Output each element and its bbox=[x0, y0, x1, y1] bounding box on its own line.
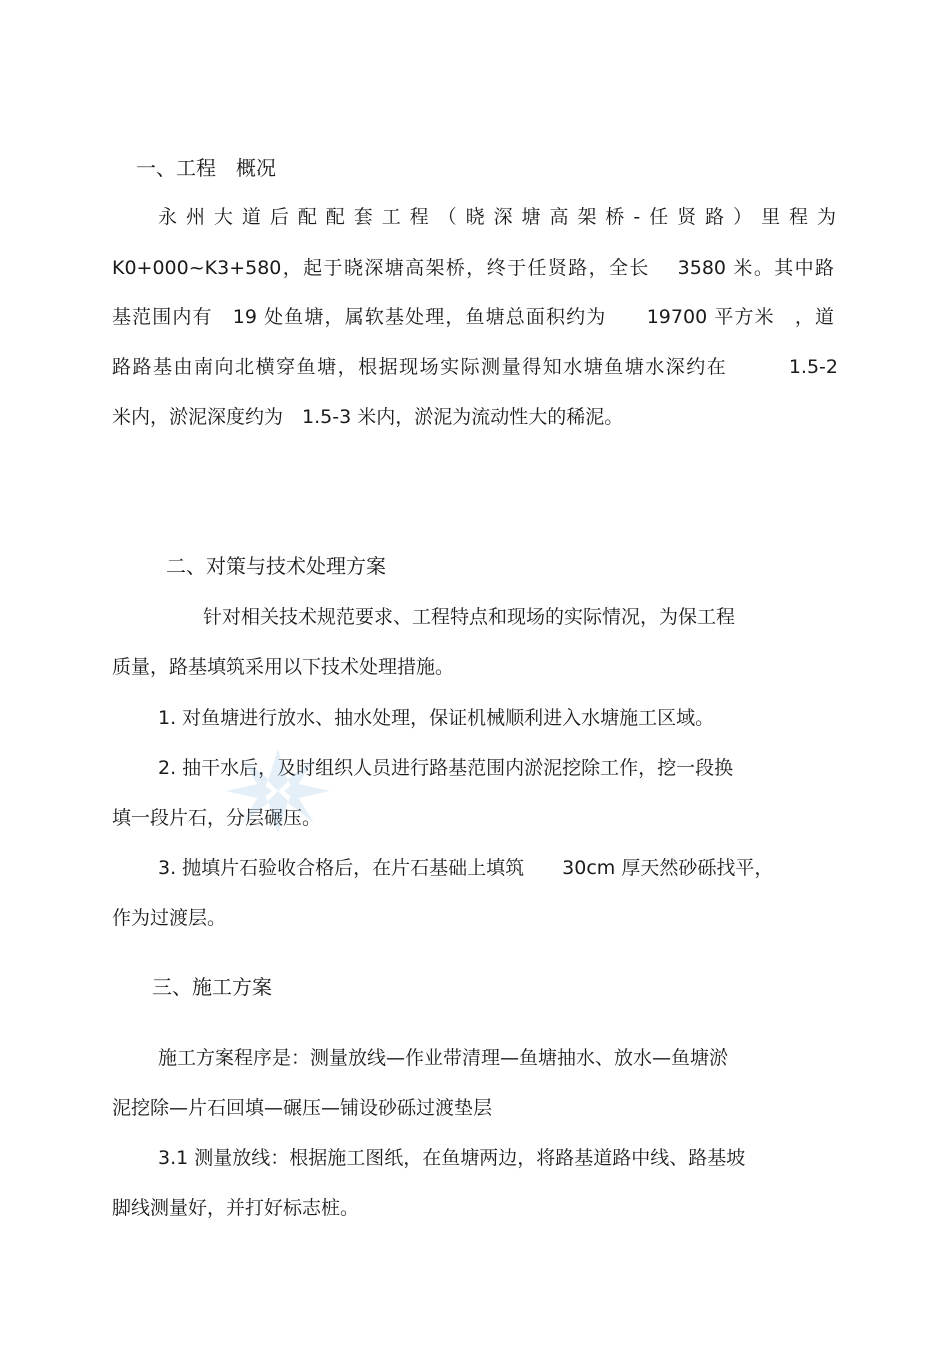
section-3-paragraph-line: 3.1 测量放线：根据施工图纸，在鱼塘两边，将路基道路中线、路基坡 bbox=[158, 1147, 746, 1169]
section-2-paragraph-line: 针对相关技术规范要求、工程特点和现场的实际情况，为保工程 bbox=[203, 606, 736, 628]
section-1-paragraph-line: K0+000~K3+580，起于晓深塘高架桥，终于任贤路，全长 3580 米。其中路 bbox=[112, 257, 834, 279]
section-3-paragraph-line: 施工方案程序是：测量放线—作业带清理—鱼塘抽水、放水—鱼塘淤 bbox=[158, 1047, 729, 1069]
section-3-paragraph-line: 脚线测量好，并打好标志桩。 bbox=[112, 1197, 360, 1219]
section-1-paragraph-line: 路路基由南向北横穿鱼塘，根据现场实际测量得知水塘鱼塘水深约在 1.5-2 bbox=[112, 356, 838, 378]
section-1-paragraph-line: 永州大道后配配套工程（晓深塘高架桥-任贤路）里程为 bbox=[158, 206, 836, 228]
section-3-paragraph-line: 泥挖除—片石回填—碾压—铺设砂砾过渡垫层 bbox=[112, 1097, 493, 1119]
section-2-list-item-2-cont: 填一段片石，分层碾压。 bbox=[112, 807, 322, 829]
section-2-list-item-2: 2. 抽干水后，及时组织人员进行路基范围内淤泥挖除工作，挖一段换 bbox=[158, 757, 734, 779]
section-2-list-item-1: 1. 对鱼塘进行放水、抽水处理，保证机械顺利进入水塘施工区域。 bbox=[158, 707, 715, 729]
section-2-list-item-3-cont: 作为过渡层。 bbox=[112, 907, 227, 929]
section-1-paragraph-line: 米内，淤泥深度约为 1.5-3 米内，淤泥为流动性大的稀泥。 bbox=[112, 406, 624, 428]
section-1-paragraph-line: 基范围内有 19 处鱼塘，属软基处理，鱼塘总面积约为 19700 平方米 ，道 bbox=[112, 306, 834, 328]
section-2-heading: 二、对策与技术处理方案 bbox=[166, 554, 386, 578]
section-1-heading: 一、工程 概况 bbox=[136, 156, 276, 180]
section-3-heading: 三、施工方案 bbox=[152, 975, 272, 999]
section-2-paragraph-line: 质量，路基填筑采用以下技术处理措施。 bbox=[112, 656, 455, 678]
watermark-logo-icon bbox=[222, 745, 334, 837]
section-2-list-item-3: 3. 抛填片石验收合格后，在片石基础上填筑 30cm 厚天然砂砾找平， bbox=[158, 857, 774, 879]
